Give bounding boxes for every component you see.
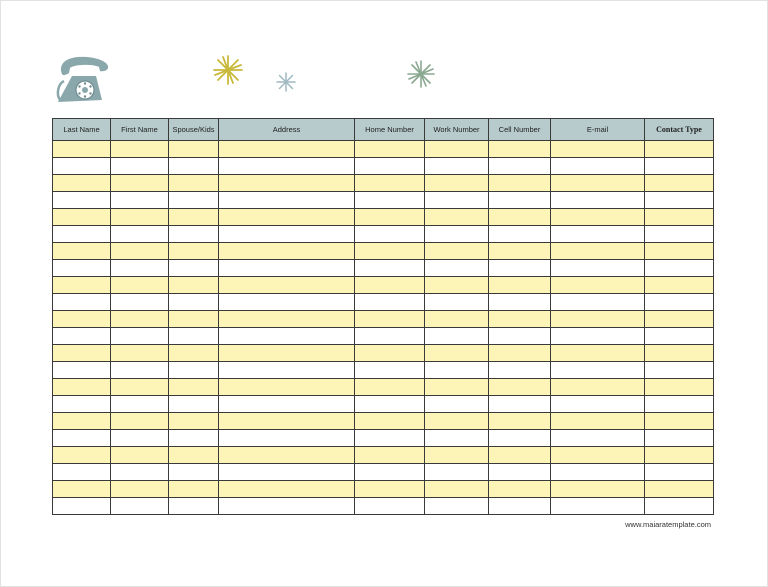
table-cell[interactable] xyxy=(551,396,645,413)
table-cell[interactable] xyxy=(169,226,219,243)
table-cell[interactable] xyxy=(111,498,169,515)
table-cell[interactable] xyxy=(645,226,714,243)
table-cell[interactable] xyxy=(425,396,489,413)
table-cell[interactable] xyxy=(645,498,714,515)
table-row xyxy=(53,464,714,481)
table-cell[interactable] xyxy=(169,362,219,379)
table-cell[interactable] xyxy=(425,243,489,260)
table-cell[interactable] xyxy=(111,447,169,464)
header-row xyxy=(53,119,714,141)
contact-table xyxy=(52,118,714,515)
table-row xyxy=(53,209,714,226)
table-cell[interactable] xyxy=(425,294,489,311)
table-cell[interactable] xyxy=(169,328,219,345)
table-cell[interactable] xyxy=(355,277,425,294)
table-cell[interactable] xyxy=(489,294,551,311)
table-cell[interactable] xyxy=(551,141,645,158)
table-cell[interactable] xyxy=(355,481,425,498)
table-cell[interactable] xyxy=(219,481,355,498)
table-cell[interactable] xyxy=(425,362,489,379)
table-cell[interactable] xyxy=(489,447,551,464)
starburst-icon xyxy=(212,54,244,86)
table-cell[interactable] xyxy=(355,243,425,260)
table-cell[interactable] xyxy=(53,498,111,515)
table-cell[interactable] xyxy=(53,362,111,379)
table-cell[interactable] xyxy=(53,175,111,192)
table-row xyxy=(53,481,714,498)
table-cell[interactable] xyxy=(355,175,425,192)
table-cell[interactable] xyxy=(355,362,425,379)
table-cell[interactable] xyxy=(169,396,219,413)
table-cell[interactable] xyxy=(551,311,645,328)
table-cell[interactable] xyxy=(53,260,111,277)
table-cell[interactable] xyxy=(551,226,645,243)
table-cell[interactable] xyxy=(489,192,551,209)
table-cell[interactable] xyxy=(169,141,219,158)
table-cell[interactable] xyxy=(645,447,714,464)
table-cell[interactable] xyxy=(489,243,551,260)
table-cell[interactable] xyxy=(53,226,111,243)
table-cell[interactable] xyxy=(551,447,645,464)
table-cell[interactable] xyxy=(425,430,489,447)
table-cell[interactable] xyxy=(111,396,169,413)
table-cell[interactable] xyxy=(219,413,355,430)
table-cell[interactable] xyxy=(551,175,645,192)
table-cell[interactable] xyxy=(169,481,219,498)
table-cell[interactable] xyxy=(169,345,219,362)
table-cell[interactable] xyxy=(425,413,489,430)
table-cell[interactable] xyxy=(551,277,645,294)
table-cell[interactable] xyxy=(551,481,645,498)
table-cell[interactable] xyxy=(489,209,551,226)
table-cell[interactable] xyxy=(53,464,111,481)
col-cell-number: Cell Number xyxy=(489,119,551,141)
table-cell[interactable] xyxy=(489,481,551,498)
table-cell[interactable] xyxy=(219,175,355,192)
table-cell[interactable] xyxy=(645,396,714,413)
table-cell[interactable] xyxy=(53,379,111,396)
table-cell[interactable] xyxy=(551,362,645,379)
table-cell[interactable] xyxy=(355,413,425,430)
table-cell[interactable] xyxy=(425,345,489,362)
table-cell[interactable] xyxy=(111,481,169,498)
col-work-number: Work Number xyxy=(425,119,489,141)
table-cell[interactable] xyxy=(219,328,355,345)
starburst-icon xyxy=(406,59,436,89)
table-cell[interactable] xyxy=(169,379,219,396)
table-cell[interactable] xyxy=(53,277,111,294)
table-cell[interactable] xyxy=(425,464,489,481)
table-cell[interactable] xyxy=(169,413,219,430)
table-cell[interactable] xyxy=(219,396,355,413)
table-cell[interactable] xyxy=(645,362,714,379)
table-row xyxy=(53,277,714,294)
table-cell[interactable] xyxy=(551,413,645,430)
table-cell[interactable] xyxy=(219,498,355,515)
table-cell[interactable] xyxy=(489,226,551,243)
table-cell[interactable] xyxy=(645,430,714,447)
table-cell[interactable] xyxy=(551,430,645,447)
table-cell[interactable] xyxy=(645,345,714,362)
table-cell[interactable] xyxy=(219,362,355,379)
table-cell[interactable] xyxy=(425,141,489,158)
col-last-name: Last Name xyxy=(53,119,111,141)
telephone-icon xyxy=(52,54,112,106)
table-cell[interactable] xyxy=(111,464,169,481)
table-cell[interactable] xyxy=(355,192,425,209)
table-cell[interactable] xyxy=(169,209,219,226)
table-row xyxy=(53,362,714,379)
col-email: E-mail xyxy=(551,119,645,141)
table-row xyxy=(53,294,714,311)
table-row xyxy=(53,243,714,260)
table-cell[interactable] xyxy=(111,311,169,328)
table-row xyxy=(53,345,714,362)
table-cell[interactable] xyxy=(355,226,425,243)
table-cell[interactable] xyxy=(169,430,219,447)
table-cell[interactable] xyxy=(551,498,645,515)
table-cell[interactable] xyxy=(111,379,169,396)
table-row xyxy=(53,447,714,464)
table-cell[interactable] xyxy=(53,396,111,413)
table-cell[interactable] xyxy=(111,345,169,362)
table-cell[interactable] xyxy=(645,311,714,328)
table-cell[interactable] xyxy=(355,396,425,413)
table-cell[interactable] xyxy=(111,413,169,430)
table-cell[interactable] xyxy=(645,413,714,430)
table-cell[interactable] xyxy=(169,464,219,481)
table-row xyxy=(53,226,714,243)
table-row xyxy=(53,413,714,430)
table-cell[interactable] xyxy=(645,481,714,498)
table-cell[interactable] xyxy=(489,379,551,396)
table-cell[interactable] xyxy=(489,311,551,328)
table-cell[interactable] xyxy=(219,379,355,396)
table-cell[interactable] xyxy=(489,362,551,379)
table-cell[interactable] xyxy=(355,294,425,311)
table-row xyxy=(53,396,714,413)
table-cell[interactable] xyxy=(219,141,355,158)
table-cell[interactable] xyxy=(53,345,111,362)
table-cell[interactable] xyxy=(111,158,169,175)
table-cell[interactable] xyxy=(489,158,551,175)
footer-url: www.maiaratemplate.com xyxy=(625,520,711,529)
table-cell[interactable] xyxy=(355,311,425,328)
table-cell[interactable] xyxy=(53,430,111,447)
table-cell[interactable] xyxy=(169,175,219,192)
table-cell[interactable] xyxy=(219,260,355,277)
table-cell[interactable] xyxy=(551,464,645,481)
table-cell[interactable] xyxy=(425,481,489,498)
table-cell[interactable] xyxy=(355,209,425,226)
table-cell[interactable] xyxy=(489,396,551,413)
table-cell[interactable] xyxy=(355,158,425,175)
table-cell[interactable] xyxy=(551,192,645,209)
table-cell[interactable] xyxy=(425,192,489,209)
table-cell[interactable] xyxy=(425,175,489,192)
table-cell[interactable] xyxy=(111,141,169,158)
table-cell[interactable] xyxy=(489,464,551,481)
col-address: Address xyxy=(219,119,355,141)
table-cell[interactable] xyxy=(645,464,714,481)
table-cell[interactable] xyxy=(219,277,355,294)
table-cell[interactable] xyxy=(489,430,551,447)
table-cell[interactable] xyxy=(489,260,551,277)
table-row xyxy=(53,260,714,277)
table-cell[interactable] xyxy=(53,192,111,209)
table-cell[interactable] xyxy=(645,175,714,192)
table-cell[interactable] xyxy=(53,328,111,345)
table-cell[interactable] xyxy=(219,226,355,243)
table-cell[interactable] xyxy=(645,260,714,277)
table-cell[interactable] xyxy=(219,447,355,464)
table-cell[interactable] xyxy=(645,158,714,175)
table-cell[interactable] xyxy=(425,447,489,464)
table-cell[interactable] xyxy=(53,141,111,158)
table-cell[interactable] xyxy=(489,498,551,515)
table-cell[interactable] xyxy=(111,328,169,345)
table-cell[interactable] xyxy=(169,277,219,294)
table-cell[interactable] xyxy=(53,294,111,311)
table-cell[interactable] xyxy=(219,158,355,175)
table-row xyxy=(53,175,714,192)
table-cell[interactable] xyxy=(645,277,714,294)
table-cell[interactable] xyxy=(111,294,169,311)
table-cell[interactable] xyxy=(425,498,489,515)
table-cell[interactable] xyxy=(489,328,551,345)
table-cell[interactable] xyxy=(425,328,489,345)
col-spouse-kids: Spouse/Kids xyxy=(169,119,219,141)
table-row xyxy=(53,498,714,515)
table-cell[interactable] xyxy=(355,141,425,158)
table-cell[interactable] xyxy=(551,345,645,362)
table-row xyxy=(53,141,714,158)
table-cell[interactable] xyxy=(53,413,111,430)
col-contact-type: Contact Type xyxy=(645,119,714,141)
table-cell[interactable] xyxy=(53,311,111,328)
table-cell[interactable] xyxy=(169,260,219,277)
table-cell[interactable] xyxy=(219,294,355,311)
table-row xyxy=(53,430,714,447)
table-cell[interactable] xyxy=(355,260,425,277)
table-cell[interactable] xyxy=(111,277,169,294)
table-cell[interactable] xyxy=(53,209,111,226)
starburst-icon xyxy=(275,71,297,93)
table-cell[interactable] xyxy=(425,277,489,294)
table-cell[interactable] xyxy=(111,192,169,209)
table-cell[interactable] xyxy=(169,192,219,209)
table-cell[interactable] xyxy=(551,294,645,311)
table-cell[interactable] xyxy=(425,379,489,396)
table-cell[interactable] xyxy=(355,328,425,345)
table-cell[interactable] xyxy=(355,345,425,362)
table-row xyxy=(53,311,714,328)
table-cell[interactable] xyxy=(645,209,714,226)
table-cell[interactable] xyxy=(169,447,219,464)
table-cell[interactable] xyxy=(219,209,355,226)
table-row xyxy=(53,328,714,345)
table-cell[interactable] xyxy=(355,430,425,447)
table-cell[interactable] xyxy=(551,328,645,345)
table-cell[interactable] xyxy=(645,294,714,311)
table-cell[interactable] xyxy=(425,209,489,226)
table-cell[interactable] xyxy=(111,243,169,260)
table-cell[interactable] xyxy=(489,277,551,294)
table-cell[interactable] xyxy=(219,192,355,209)
table-cell[interactable] xyxy=(53,243,111,260)
table-cell[interactable] xyxy=(111,260,169,277)
table-cell[interactable] xyxy=(645,379,714,396)
table-cell[interactable] xyxy=(489,175,551,192)
table-cell[interactable] xyxy=(355,464,425,481)
table-cell[interactable] xyxy=(355,447,425,464)
table-cell[interactable] xyxy=(111,209,169,226)
table-cell[interactable] xyxy=(489,141,551,158)
table-cell[interactable] xyxy=(645,328,714,345)
table-row xyxy=(53,192,714,209)
table-cell[interactable] xyxy=(169,158,219,175)
table-cell[interactable] xyxy=(111,226,169,243)
table-cell[interactable] xyxy=(355,498,425,515)
table-cell[interactable] xyxy=(425,158,489,175)
col-first-name: First Name xyxy=(111,119,169,141)
table-cell[interactable] xyxy=(111,175,169,192)
table-cell[interactable] xyxy=(489,345,551,362)
table-cell[interactable] xyxy=(645,192,714,209)
table-row xyxy=(53,158,714,175)
table-cell[interactable] xyxy=(169,243,219,260)
table-cell[interactable] xyxy=(219,311,355,328)
col-home-number: Home Number xyxy=(355,119,425,141)
table-row xyxy=(53,379,714,396)
table-cell[interactable] xyxy=(219,430,355,447)
table-cell[interactable] xyxy=(219,243,355,260)
table-cell[interactable] xyxy=(551,379,645,396)
table-cell[interactable] xyxy=(645,141,714,158)
table-cell[interactable] xyxy=(551,243,645,260)
table-cell[interactable] xyxy=(489,413,551,430)
table-cell[interactable] xyxy=(551,158,645,175)
table-cell[interactable] xyxy=(425,260,489,277)
table-cell[interactable] xyxy=(219,464,355,481)
table-cell[interactable] xyxy=(111,362,169,379)
table-cell[interactable] xyxy=(645,243,714,260)
table-cell[interactable] xyxy=(551,260,645,277)
table-cell[interactable] xyxy=(53,481,111,498)
table-cell[interactable] xyxy=(551,209,645,226)
table-cell[interactable] xyxy=(169,498,219,515)
table-cell[interactable] xyxy=(355,379,425,396)
table-cell[interactable] xyxy=(53,447,111,464)
table-cell[interactable] xyxy=(53,158,111,175)
table-cell[interactable] xyxy=(111,430,169,447)
table-cell[interactable] xyxy=(219,345,355,362)
table-cell[interactable] xyxy=(169,311,219,328)
table-cell[interactable] xyxy=(425,311,489,328)
table-cell[interactable] xyxy=(169,294,219,311)
table-body xyxy=(53,141,714,515)
table-cell[interactable] xyxy=(425,226,489,243)
